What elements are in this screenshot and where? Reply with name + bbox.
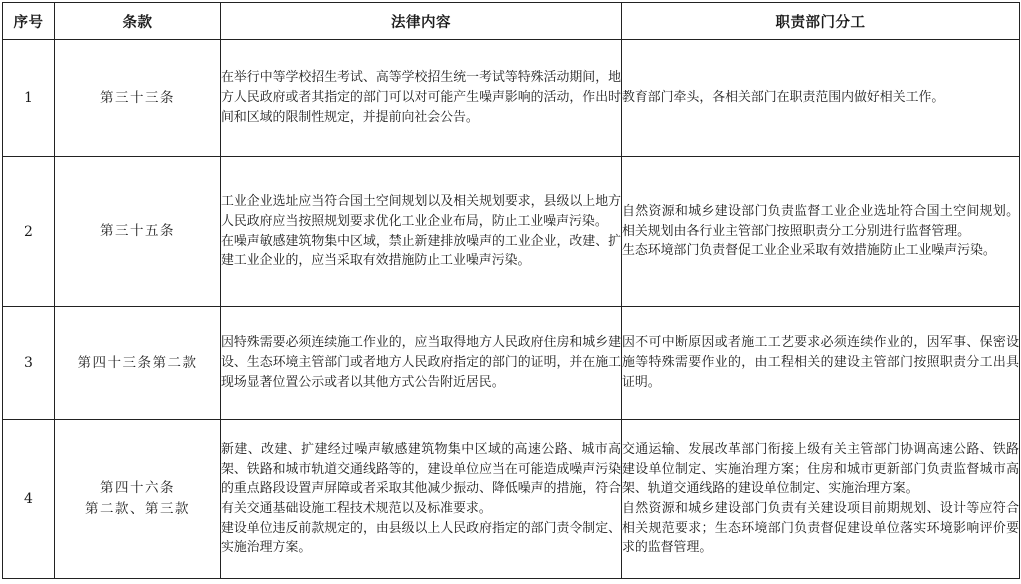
division-cell [622, 157, 1020, 307]
table-row [3, 307, 1020, 420]
law-paragraph: 因特殊需要必须连续施工作业的，应当取得地方人民政府住房和城乡建设、生态环境主管部门或者地方人民政府指定的部门的证明，并在施工现场显著位置公示或者以其他方式公告附近居民。 [221, 335, 621, 390]
row-number: 3 [3, 307, 55, 420]
header-division: 职责部门分工 [622, 3, 1020, 40]
division-paragraph: 自然资源和城乡建设部门负责有关建设项目前期规划、设计等应符合相关规范要求；生态环境部门负责督促建设单位落实环境影响评价要求的监督管理。 [622, 501, 1019, 556]
table-row [3, 420, 1020, 579]
article-cell [55, 157, 221, 307]
law-table [2, 2, 1020, 579]
division-cell [622, 307, 1020, 420]
division-paragraph: 因不可中断原因或者施工工艺要求必须连续作业的，因军事、保密设施等特殊需要作业的，由工程相关的建设主管部门按照职责分工出具证明。 [622, 335, 1019, 390]
division-paragraph: 生态环境部门负责督促工业企业采取有效措施防止工业噪声污染。 [622, 243, 996, 259]
row-number: 1 [3, 40, 55, 157]
table-row [3, 40, 1020, 157]
division-paragraph: 交通运输、发展改革部门衔接上级有关主管部门协调高速公路、铁路建设单位制定、实施治理方案；住房和城市更新部门负责监督城市高架、轨道交通线路的建设单位制定、实施治理方案。 [622, 441, 1019, 497]
article-cell [55, 420, 221, 579]
law-paragraph: 新建、改建、扩建经过噪声敏感建筑物集中区域的高速公路、城市高架、铁路和城市轨道交通线路等的，建设单位应当在可能造成噪声污染的重点路段设置声屏障或者采取其他减少振动、降低噪声的措施，符合有关交通基础设施工程技术规范以及标准要求。 [221, 441, 621, 516]
law-content-cell [221, 420, 622, 579]
division-cell [622, 40, 1020, 157]
division-cell [622, 420, 1020, 579]
article-label: 第四十三条第二款 [77, 354, 198, 371]
row-number: 4 [3, 420, 55, 579]
article-label-line2: 第二款、第三款 [85, 501, 190, 517]
header-content: 法律内容 [221, 3, 622, 40]
law-paragraph: 在噪声敏感建筑物集中区域，禁止新建排放噪声的工业企业，改建、扩建工业企业的，应当采取有效措施防止工业噪声污染。 [221, 233, 621, 269]
law-paragraph: 建设单位违反前款规定的，由县级以上人民政府指定的部门责令制定、实施治理方案。 [221, 520, 621, 556]
row-number: 2 [3, 157, 55, 307]
law-content-cell [221, 157, 622, 307]
article-label: 第三十三条 [100, 89, 175, 106]
article-cell [55, 307, 221, 420]
header-no: 序号 [3, 3, 55, 40]
law-paragraph: 在举行中等学校招生考试、高等学校招生统一考试等特殊活动期间，地方人民政府或者其指定的部门可以对可能产生噪声影响的活动，作出时间和区域的限制性规定，并提前向社会公告。 [221, 70, 621, 125]
law-paragraph: 工业企业选址应当符合国土空间规划以及相关规划要求，县级以上地方人民政府应当按照规划要求优化工业企业布局，防止工业噪声污染。 [221, 194, 621, 229]
law-content-cell [221, 307, 622, 420]
table-row [3, 157, 1020, 307]
article-label: 第四十六条 [100, 480, 175, 496]
header-article: 条款 [55, 3, 221, 40]
division-paragraph: 自然资源和城乡建设部门负责监督工业企业选址符合国土空间规划。相关规划由各行业主管部门按照职责分工分别进行监督管理。 [622, 203, 1019, 239]
division-paragraph: 教育部门牵头，各相关部门在职责范围内做好相关工作。 [622, 90, 945, 106]
article-cell [55, 40, 221, 157]
table-header-row [3, 3, 1020, 40]
law-content-cell [221, 40, 622, 157]
article-label: 第三十五条 [100, 223, 175, 239]
